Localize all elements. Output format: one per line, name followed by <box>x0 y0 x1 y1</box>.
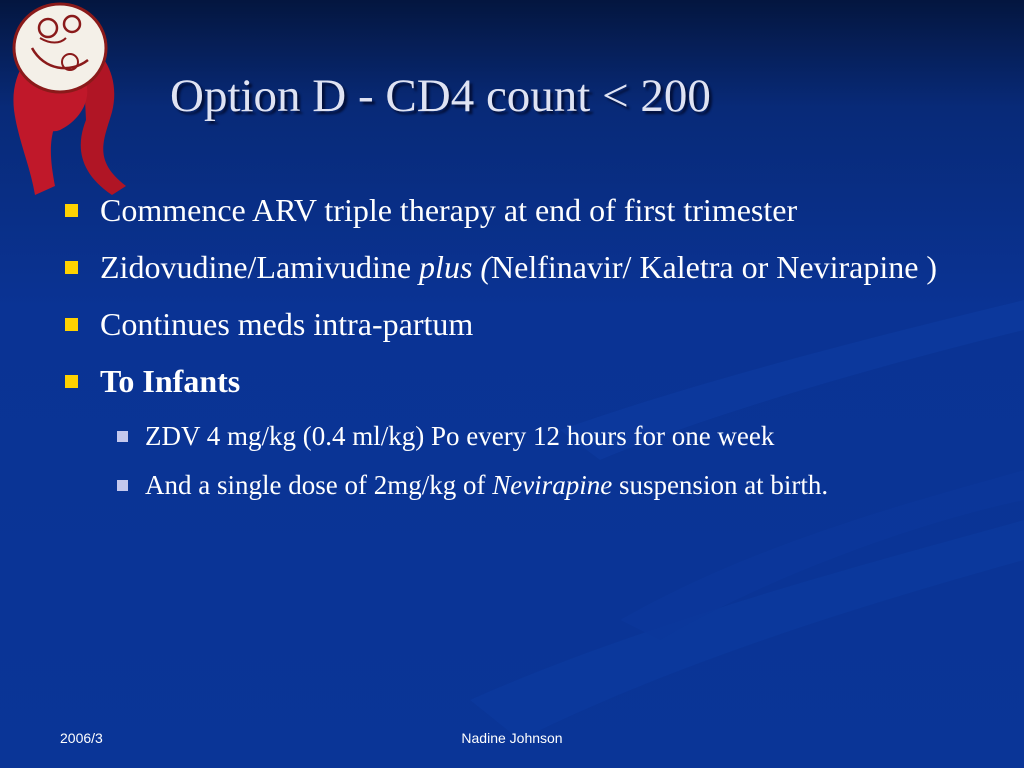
footer-date: 2006/3 <box>60 730 103 746</box>
sub-bullet-text-part: suspension at birth. <box>612 470 829 500</box>
bullet-text: To Infants <box>100 363 241 399</box>
bullet-text-italic: plus ( <box>419 249 492 285</box>
red-ribbon-logo <box>0 0 140 200</box>
bullet-item <box>60 188 980 233</box>
sub-bullet-item <box>60 416 980 457</box>
square-bullet-icon <box>65 204 78 217</box>
slide-title: Option D - CD4 count < 200 <box>170 70 711 122</box>
footer-author: Nadine Johnson <box>461 730 563 746</box>
sub-bullet-item <box>60 465 980 506</box>
bullet-item <box>60 359 980 404</box>
bullet-item <box>60 302 980 347</box>
square-bullet-icon <box>65 375 78 388</box>
sub-bullet-text: ZDV 4 mg/kg (0.4 ml/kg) Po every 12 hours for one week <box>145 421 775 451</box>
square-bullet-icon <box>65 261 78 274</box>
bullet-item <box>60 245 980 290</box>
square-bullet-icon <box>65 318 78 331</box>
bullet-text: Continues meds intra-partum <box>100 306 474 342</box>
square-sub-bullet-icon <box>117 480 128 491</box>
bullet-text: Commence ARV triple therapy at end of first trimester <box>100 192 798 228</box>
sub-bullet-text-part: And a single dose of 2mg/kg of <box>145 470 493 500</box>
slide-body <box>60 188 980 514</box>
square-sub-bullet-icon <box>117 431 128 442</box>
bullet-text-part: Zidovudine/Lamivudine <box>100 249 420 285</box>
sub-bullet-text-italic: Nevirapine <box>492 470 613 500</box>
bullet-text-part: Nelfinavir/ Kaletra or Nevirapine ) <box>491 249 938 285</box>
